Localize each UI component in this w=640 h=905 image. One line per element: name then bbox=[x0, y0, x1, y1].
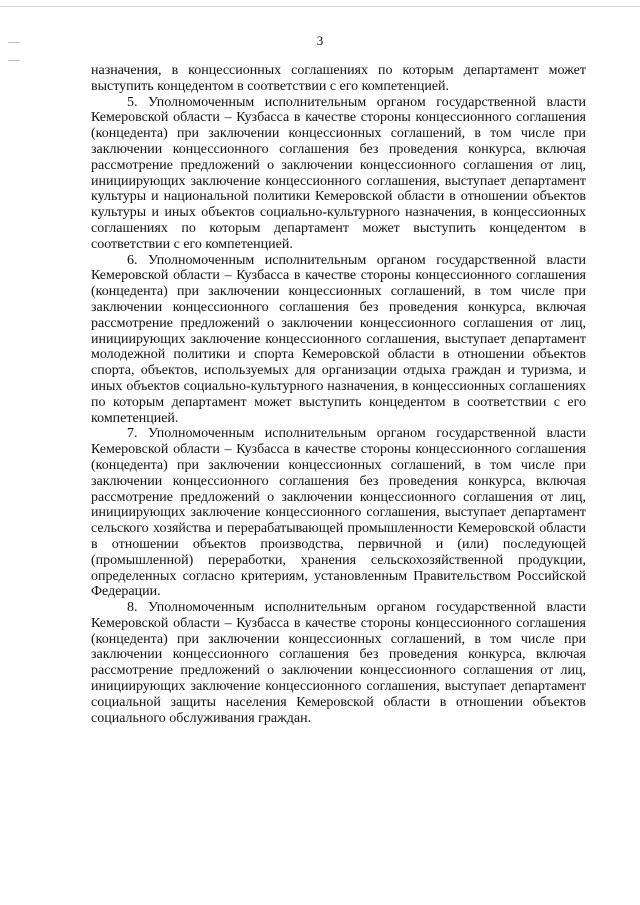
scan-top-edge bbox=[0, 6, 640, 7]
document-body bbox=[91, 63, 586, 726]
paragraph-item-8: 8. Уполномоченным исполнительным органом государственной власти Кемеровской области – Кузбасса в качестве стороны концессионного соглашения (концедента) при заключении концессионных соглашений, в том числе при заключении концессионного соглашения без проведения конкурса, включая рассмотрение предложений о заключении концессионного соглашения от лиц, инициирующих заключение концессионного соглашения, выступает департамент социальной защиты населения Кемеровской области в отношении объектов социального обслуживания граждан. bbox=[91, 600, 586, 726]
paragraph-item-6: 6. Уполномоченным исполнительным органом государственной власти Кемеровской области – Кузбасса в качестве стороны концессионного соглашения (концедента) при заключении концессионных соглашений, в том числе при заключении концессионного соглашения без проведения конкурса, включая рассмотрение предложений о заключении концессионного соглашения от лиц, инициирующих заключение концессионного соглашения, выступает департамент молодежной политики и спорта Кемеровской области в отношении объектов спорта, объектов, используемых для организации отдыха граждан и туризма, и иных объектов социально-культурного назначения, в концессионных соглашениях по которым департамент может выступить концедентом в соответствии с его компетенцией. bbox=[91, 252, 586, 426]
paragraph-item-5: 5. Уполномоченным исполнительным органом государственной власти Кемеровской области – Кузбасса в качестве стороны концессионного соглашения (концедента) при заключении концессионных соглашений, в том числе при заключении концессионного соглашения без проведения конкурса, включая рассмотрение предложений о заключении концессионного соглашения от лиц, инициирующих заключение концессионного соглашения, выступает департамент культуры и национальной политики Кемеровской области в отношении объектов культуры и иных объектов социально-культурного назначения, в концессионных соглашениях по которым департамент может выступить концедентом в соответствии с его компетенцией. bbox=[91, 94, 586, 252]
page-number: 3 bbox=[316, 33, 324, 48]
paragraph-continuation: назначения, в концессионных соглашениях по которым департамент может выступить концедентом в соответствии с его компетенцией. bbox=[91, 63, 586, 94]
paragraph-item-7: 7. Уполномоченным исполнительным органом государственной власти Кемеровской области – Кузбасса в качестве стороны концессионного соглашения (концедента) при заключении концессионных соглашений, в том числе при заключении концессионного соглашения без проведения конкурса, включая рассмотрение предложений о заключении концессионного соглашения от лиц, инициирующих заключение концессионного соглашения, выступает департамент сельского хозяйства и перерабатывающей промышленности Кемеровской области в отношении объектов производства, первичной и (или) последующей (промышленной) переработки, хранения сельскохозяйственной продукции, определенных согласно критериям, установленным Правительством Российской Федерации. bbox=[91, 426, 586, 600]
scan-margin-mark bbox=[8, 60, 20, 61]
